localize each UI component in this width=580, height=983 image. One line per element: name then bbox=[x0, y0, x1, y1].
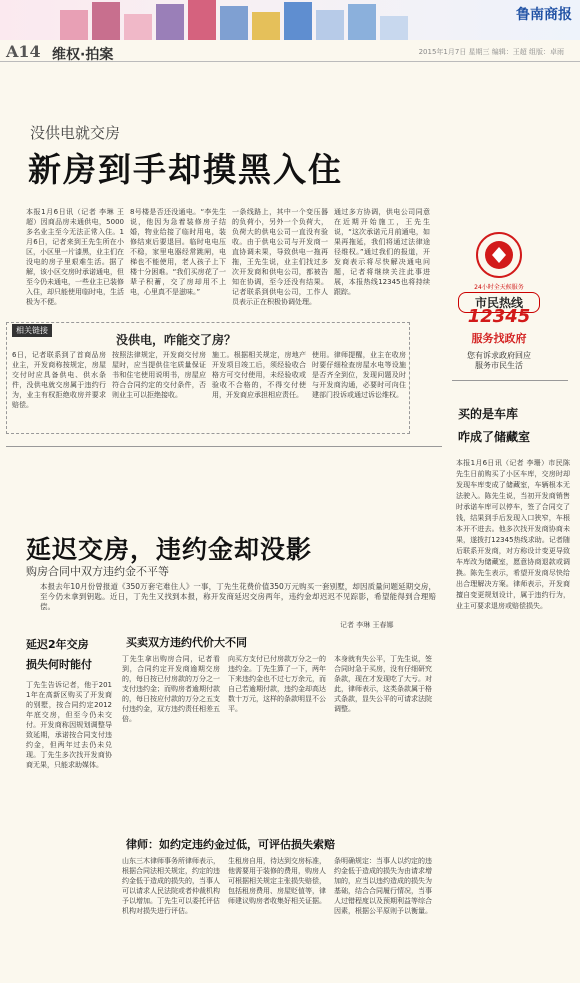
story2-subhead: 买卖双方违约代价大不同 bbox=[126, 636, 247, 649]
story2-side-title: 延迟2年交房 bbox=[26, 638, 89, 651]
story1-column: 本报1月6日讯（记者 李琳 王超）因商品房未通供电，5000多名业主至今无法正常入住。1月6日，记者来到王先生所在小区，小区里一片漆黑，业主们在没电的房子里艰难生活。据了解，该小区交房时承诺通电，但至今仍未通电，一些业主已装修入住，却只能使用临时电，生活极为不便。 bbox=[26, 208, 124, 306]
story2-column: 山东三木律师事务所律师表示，根据合同法相关规定，约定的违约金低于造成的损失的，当事人可以请求人民法院或者仲裁机构予以增加。丁先生可以委托评估机构对损失进行评估。 bbox=[122, 857, 220, 915]
story1-headline: 新房到手却摸黑入住 bbox=[28, 150, 343, 189]
story2-deck: 购房合同中双方违约金不平等 bbox=[26, 565, 169, 578]
hotline-title: 市民热线 bbox=[458, 292, 540, 313]
header-illustration bbox=[0, 0, 580, 40]
hotline-line: 您有诉求政府回应 bbox=[467, 351, 531, 360]
right-story-title: 咋成了储藏室 bbox=[458, 430, 531, 444]
story2-column: 向买方支付已付房款万分之一的违约金。丁先生算了一下，两年下来违约金也不过七万余元，而自己若逾期付款，违约金却高达数十万元，这样的条款明显不公平。 bbox=[228, 655, 326, 713]
divider bbox=[6, 446, 442, 447]
story1-column: 一条线路上，其中一个变压器的负荷小，另外一个负荷大，负荷大的供电公司一直没有验收。由于供电公司与开发商一直协调未果，导致供电一拖再拖，王先生说，业主们找过多次开发商和供电公司，都被告知在协调，至今还没有结果。记者联系到供电公司，工作人员表示正在积极协调处理。 bbox=[232, 208, 328, 306]
story2-byline: 记者 李琳 王春娜 bbox=[340, 621, 394, 629]
related-column: 6日，记者联系到了首商品房业主，开发商称按规定，房屋交付时应具备供电、供水条件，没供电就交房属于违约行为，业主有权拒绝收房并要求赔偿。 bbox=[12, 351, 106, 409]
story2-subhead: 律师：如约定违约金过低，可评估损失索赔 bbox=[126, 838, 335, 851]
section-title: 维权·拍案 bbox=[52, 47, 114, 63]
hotline-slogan: 服务找政府 bbox=[471, 332, 527, 345]
hotline-number: 12345 bbox=[467, 306, 531, 327]
story1-column: 通过多方协调，供电公司同意在近期开始施工，王先生说，“这次承诺元月前通电，如果再拖延，我们将通过法律途径维权。”通过我们的报道，开发商表示将尽快解决通电问题，记者将继续关注此事进展，本报热线12345也将持续跟踪。 bbox=[334, 208, 430, 296]
story2-column: 条明确规定：当事人以约定的违约金低于造成的损失为由请求增加的，应当以违约造成的损失为基础，结合合同履行情况，当事人过错程度以及预期利益等综合因素，根据公平原则予以衡量。 bbox=[334, 857, 432, 915]
right-story-text: 本报1月6日讯（记者 李珊）市民陈先生日前购买了小区车库，交房时却发现车库变成了储藏室，车辆根本无法驶入。陈先生说，当初开发商销售时承诺车库可以停车，签了合同交了钱，结果到手后发现入口狭窄，车根本开不进去。他多次找开发商协商未果，遂拨打12345热线求助。记者随后联系开发商，对方称设计变更导致车库改为储藏室，愿意协商退款或调换。陈先生表示，希望开发商尽快给出合理解决方案。律师表示，开发商擅自变更规划设计，属于违约行为，业主可要求退房或赔偿损失。 bbox=[456, 459, 570, 610]
story2-lead: 本报去年10月份曾报道《350万套宅难住人》一事，丁先生花费价值350万元购买一套别墅，却因质量问题延期交房，至今仍未拿到钥匙。近日，丁先生又找到本报，称开发商延迟交房两年，违约金却迟迟不见踪影，希望能得到合理赔偿。 bbox=[40, 582, 436, 611]
hotline-logo-icon bbox=[446, 225, 552, 285]
hotline-line: 服务市民生活 bbox=[475, 361, 523, 370]
hotline-badge: 24小时全天候服务 bbox=[474, 284, 524, 291]
story2-column: 本身就有失公平，丁先生说，签合同时急于买房，没有仔细研究条款，现在才发现吃了大亏。对此，律师表示，这类条款属于格式条款，显失公平的可请求法院调整。 bbox=[334, 655, 432, 713]
story1-column: 8号楼是否还没通电。“李先生说，他因为急着装修房子结婚，物业给接了临时用电，装修结束后要退回。临时电电压不稳，家里电器经常跳闸，电梯也不能使用，老人孩子上下楼十分困难。“我们买房花了一辈子积蓄，交了房却用不上电，心里真不是滋味。” bbox=[130, 208, 226, 296]
related-column: 施工。根据相关规定，房地产开发项目竣工后，须经验收合格方可交付使用，未经验收或验收不合格的，不得交付使用，开发商应承担相应责任。 bbox=[212, 351, 306, 399]
related-tag: 相关链接 bbox=[12, 324, 52, 337]
page-number: A14 bbox=[6, 42, 41, 61]
page-meta: 2015年1月7日 星期三 编辑：王超 组版：卓雨 bbox=[418, 48, 564, 56]
story2-headline: 延迟交房，违约金却没影 bbox=[26, 535, 313, 564]
story2-column: 生租房自用，待达到交房标准，他需要用于装修的费用，购房人可根据相关规定主张损失赔偿，包括租房费用、房屋贬值等，律师建议购房者收集好相关证据。 bbox=[228, 857, 326, 905]
masthead: 鲁南商报 bbox=[516, 7, 572, 23]
divider bbox=[452, 380, 568, 381]
story1-kicker: 没供电就交房 bbox=[30, 124, 121, 142]
related-title: 没供电，咋能交了房？ bbox=[116, 333, 237, 347]
related-column: 按照法律规定，开发商交付房屋时，应当提供住宅质量保证书和住宅使用说明书，房屋应符合合同约定的交付条件，否则业主可以拒绝接收。 bbox=[112, 351, 206, 399]
story2-column: 丁先生拿出购房合同，记者看到，合同约定开发商逾期交房的，每日按已付房款的万分之一支付违约金；而购房者逾期付款的，每日按应付款的万分之五支付违约金，双方违约责任相差五倍。 bbox=[122, 655, 220, 723]
story2-side-text: 丁先生告诉记者，他于2011年在高新区购买了开发商的别墅，按合同约定2012年底交房，但至今仍未交付。开发商称因规划调整导致延期，承诺按合同支付违约金，但两年过去仍未兑现。丁先生多次找开发商协商无果，只能求助媒体。 bbox=[26, 681, 112, 769]
story2-side-title: 损失何时能付 bbox=[26, 658, 92, 671]
right-story-title: 买的是车库 bbox=[458, 407, 519, 421]
related-column: 使用。律师提醒，业主在收房时要仔细检查房屋水电等设施是否齐全到位，发现问题及时与开发商沟通，必要时可向住建部门投诉或通过诉讼维权。 bbox=[312, 351, 406, 399]
